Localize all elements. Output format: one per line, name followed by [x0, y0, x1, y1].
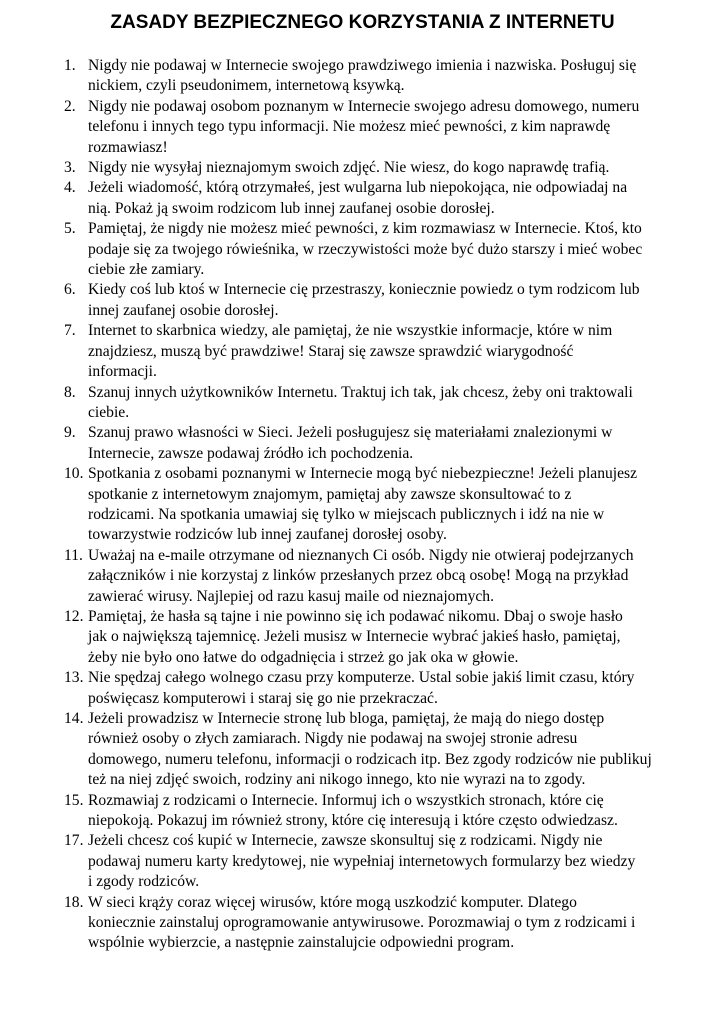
rule-text: Nigdy nie wysyłaj nieznajomym swoich zdjęć. Nie wiesz, do kogo naprawdę trafią.	[88, 159, 610, 177]
rule-item	[64, 158, 688, 178]
rule-item	[64, 97, 688, 158]
rule-number: 1.	[64, 57, 76, 74]
rule-item	[64, 546, 688, 607]
rule-item	[64, 831, 688, 892]
rule-text: Kiedy coś lub ktoś w Internecie cię przestraszy, koniecznie powiedz o tym rodzicom lub innej zaufanej osobie dorosłej.	[88, 281, 640, 319]
rule-item	[64, 791, 688, 832]
rule-number: 14.	[64, 710, 84, 727]
rule-item	[64, 423, 688, 464]
rule-number: 4.	[64, 179, 76, 197]
rule-number: 9.	[64, 424, 76, 442]
rule-item	[64, 280, 688, 321]
rule-number: 13.	[64, 669, 84, 687]
rule-text: Pamiętaj, że hasła są tajne i nie powinno się ich podawać nikomu. Dbaj o swoje hasło jak o największą tajemnicę. Jeżeli musisz w Internecie wybrać jakieś hasło, pamiętaj, żeby nie było ono łatwe do odgadnięcia i strzeż go jak oka w głowie.	[88, 607, 623, 666]
rule-number: 15.	[64, 791, 84, 809]
rule-text: Jeżeli wiadomość, którą otrzymałeś, jest wulgarna lub niepokojąca, nie odpowiadaj na nią. Pokaż ją swoim rodzicom lub innej zaufanej osobie dorosłej.	[88, 179, 628, 217]
rule-text: Rozmawiaj z rodzicami o Internecie. Informuj ich o wszystkich stronach, które cię niepokoją. Pokazuj im również strony, które cię interesują i które często odwiedzasz.	[88, 791, 618, 830]
rule-item	[64, 219, 688, 280]
rule-number: 6.	[64, 281, 76, 299]
rule-number: 11.	[64, 546, 83, 564]
rule-number: 10.	[64, 465, 84, 483]
rule-item	[64, 321, 688, 382]
rule-text: Spotkania z osobami poznanymi w Internecie mogą być niebezpieczne! Jeżeli planujesz spotkanie z internetowym znajomym, pamiętaj aby zawsze skonsultować to z rodzicami. Na spotkania umawiaj się tylko w miejscach publicznych i idź na nie w towarzystwie rodziców lub innej zaufanej dorosłej osoby.	[88, 465, 638, 544]
rule-text: Internet to skarbnica wiedzy, ale pamiętaj, że nie wszystkie informacje, które w nim znajdziesz, muszą być prawdziwe! Staraj się zawsze sprawdzić wiarygodność informacji.	[88, 322, 613, 381]
rule-number: 3.	[64, 159, 76, 177]
rule-item	[64, 383, 688, 424]
rule-item	[64, 56, 688, 97]
rule-text: Pamiętaj, że nigdy nie możesz mieć pewności, z kim rozmawiasz w Internecie. Ktoś, kto podaje się za twojego rówieśnika, w rzeczywistości może być dużo starszy i mieć wobec ciebie złe zamiary.	[88, 220, 643, 279]
rule-text: Uważaj na e-maile otrzymane od nieznanych Ci osób. Nigdy nie otwieraj podejrzanych załączników i nie korzystaj z linków przesłanych przez obcą osobę! Mogą na przykład zawierać wirusy. Najlepiej od razu kasuj maile od nieznajomych.	[88, 546, 634, 605]
rule-number: 5.	[64, 220, 76, 238]
page-title: ZASADY BEZPIECZNEGO KORZYSTANIA Z INTERNETU	[110, 12, 615, 33]
rule-text: Jeżeli chcesz coś kupić w Internecie, zawsze skonsultuj się z rodzicami. Nigdy nie podawaj numeru karty kredytowej, nie wypełniaj internetowych formularzy bez wiedzy i zgody rodziców.	[88, 832, 636, 891]
rule-item	[64, 464, 688, 546]
rule-item	[64, 178, 688, 219]
rule-text: Nie spędzaj całego wolnego czasu przy komputerze. Ustal sobie jakiś limit czasu, który poświęcasz komputerowi i staraj się go nie przekraczać.	[88, 669, 635, 707]
rule-text: Jeżeli prowadzisz w Internecie stronę lub bloga, pamiętaj, że mają do niego dostęp również osoby o złych zamiarach. Nigdy nie podawaj na swojej stronie adresu domowego, numeru telefonu, informacji o rodzicach itp. Bez zgody rodziców nie publikuj też na niej zdjęć swoich, rodziny ani nikogo innego, kto nie wyrazi na to zgody.	[88, 710, 652, 789]
rule-item	[64, 607, 688, 668]
rule-text: Szanuj prawo własności w Sieci. Jeżeli posługujesz się materiałami znalezionymi w Internecie, zawsze podawaj źródło ich pochodzenia.	[88, 424, 613, 462]
rules-list	[64, 56, 688, 954]
rule-text: W sieci krąży coraz więcej wirusów, które mogą uszkodzić komputer. Dlatego koniecznie zainstaluj oprogramowanie antywirusowe. Porozmawiaj o tym z rodzicami i wspólnie wybierzcie, a następnie zainstalujcie odpowiedni program.	[88, 893, 636, 952]
rule-text: Nigdy nie podawaj osobom poznanym w Internecie swojego adresu domowego, numeru telefonu i innych tego typu informacji. Nie możesz mieć pewności, z kim naprawdę rozmawiasz!	[88, 97, 640, 156]
rule-number: 8.	[64, 383, 76, 401]
rule-text: Szanuj innych użytkowników Internetu. Traktuj ich tak, jak chcesz, żeby oni traktowali ciebie.	[88, 383, 633, 421]
rule-number: 12.	[64, 607, 84, 625]
rule-number: 18.	[64, 893, 84, 911]
rule-number: 17.	[64, 832, 84, 850]
rule-number: 7.	[64, 322, 76, 340]
rule-item	[64, 893, 688, 954]
rule-item	[64, 668, 688, 709]
rule-number: 2.	[64, 97, 76, 115]
rule-text: Nigdy nie podawaj w Internecie swojego prawdziwego imienia i nazwiska. Posługuj się nickiem, czyli pseudonimem, internetową ksywką.	[88, 57, 637, 95]
rule-item	[64, 709, 688, 791]
